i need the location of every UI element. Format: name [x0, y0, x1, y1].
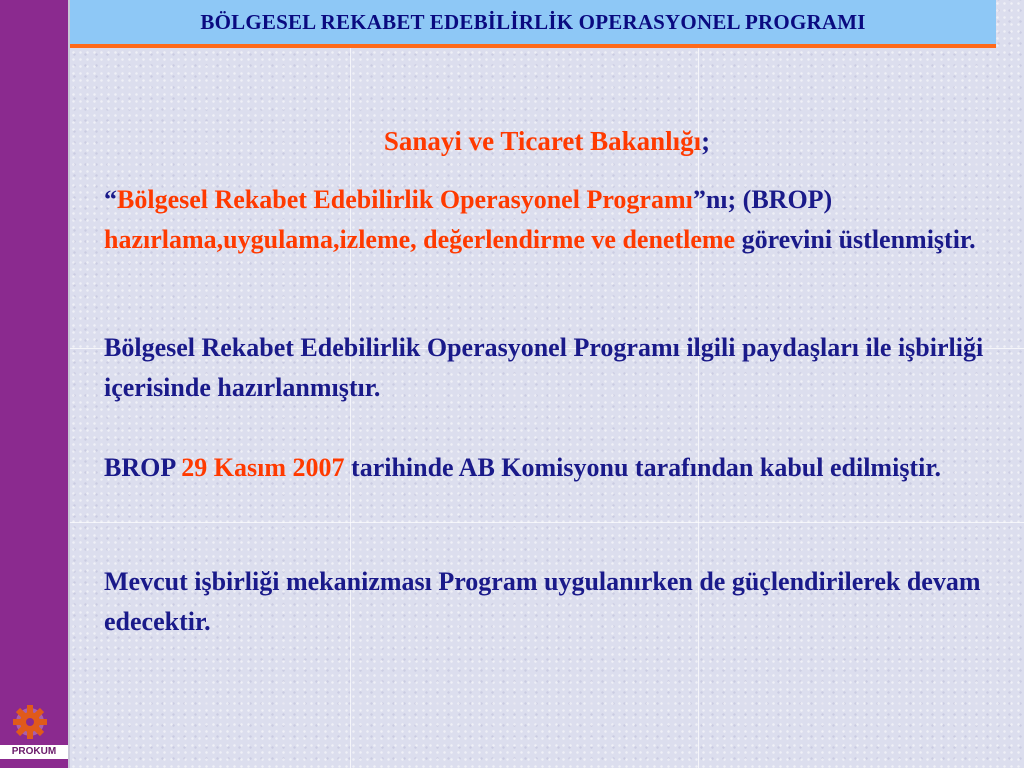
para4-text: Mevcut işbirliği mekanizması Program uygulanırken de güçlendirilerek devam edecektir. — [104, 567, 981, 636]
close-quote: ”nı; — [692, 185, 737, 214]
paragraph-brop-role — [104, 180, 984, 260]
page-title: BÖLGESEL REKABET EDEBİLİRLİK OPERASYONEL PROGRAMI — [200, 9, 866, 34]
para2-text: Bölgesel Rekabet Edebilirlik Operasyonel Programı ilgili paydaşları ile işbirliği içerisinde hazırlanmıştır. — [104, 333, 984, 402]
adoption-date: 29 Kasım 2007 — [181, 453, 345, 482]
paragraph-cooperation — [104, 562, 984, 642]
tasks-text: hazırlama,uygulama,izleme, değerlendirme ve denetleme — [104, 225, 736, 254]
subtitle — [0, 126, 1024, 157]
paragraph-adoption — [104, 448, 984, 488]
subtitle-text: Sanayi ve Ticaret Bakanlığı — [383, 126, 702, 156]
sidebar-bar — [0, 0, 68, 768]
grid-line — [70, 522, 1024, 523]
open-quote: “ — [104, 185, 117, 214]
program-name: Bölgesel Rekabet Edebilirlik Operasyonel Programı — [117, 185, 693, 214]
logo-text: PROKUM — [0, 745, 68, 759]
header-underline — [70, 44, 996, 48]
header-bar — [70, 0, 996, 44]
para1-tail: görevini üstlenmiştir. — [741, 225, 976, 254]
brop-abbr: (BROP) — [742, 185, 833, 214]
subtitle-suffix: ; — [701, 126, 711, 156]
para3-lead: BROP — [104, 453, 175, 482]
para3-tail: tarihinde AB Komisyonu tarafından kabul edilmiştir. — [351, 453, 941, 482]
sidebar-edge — [68, 0, 70, 768]
paragraph-stakeholders — [104, 328, 984, 408]
